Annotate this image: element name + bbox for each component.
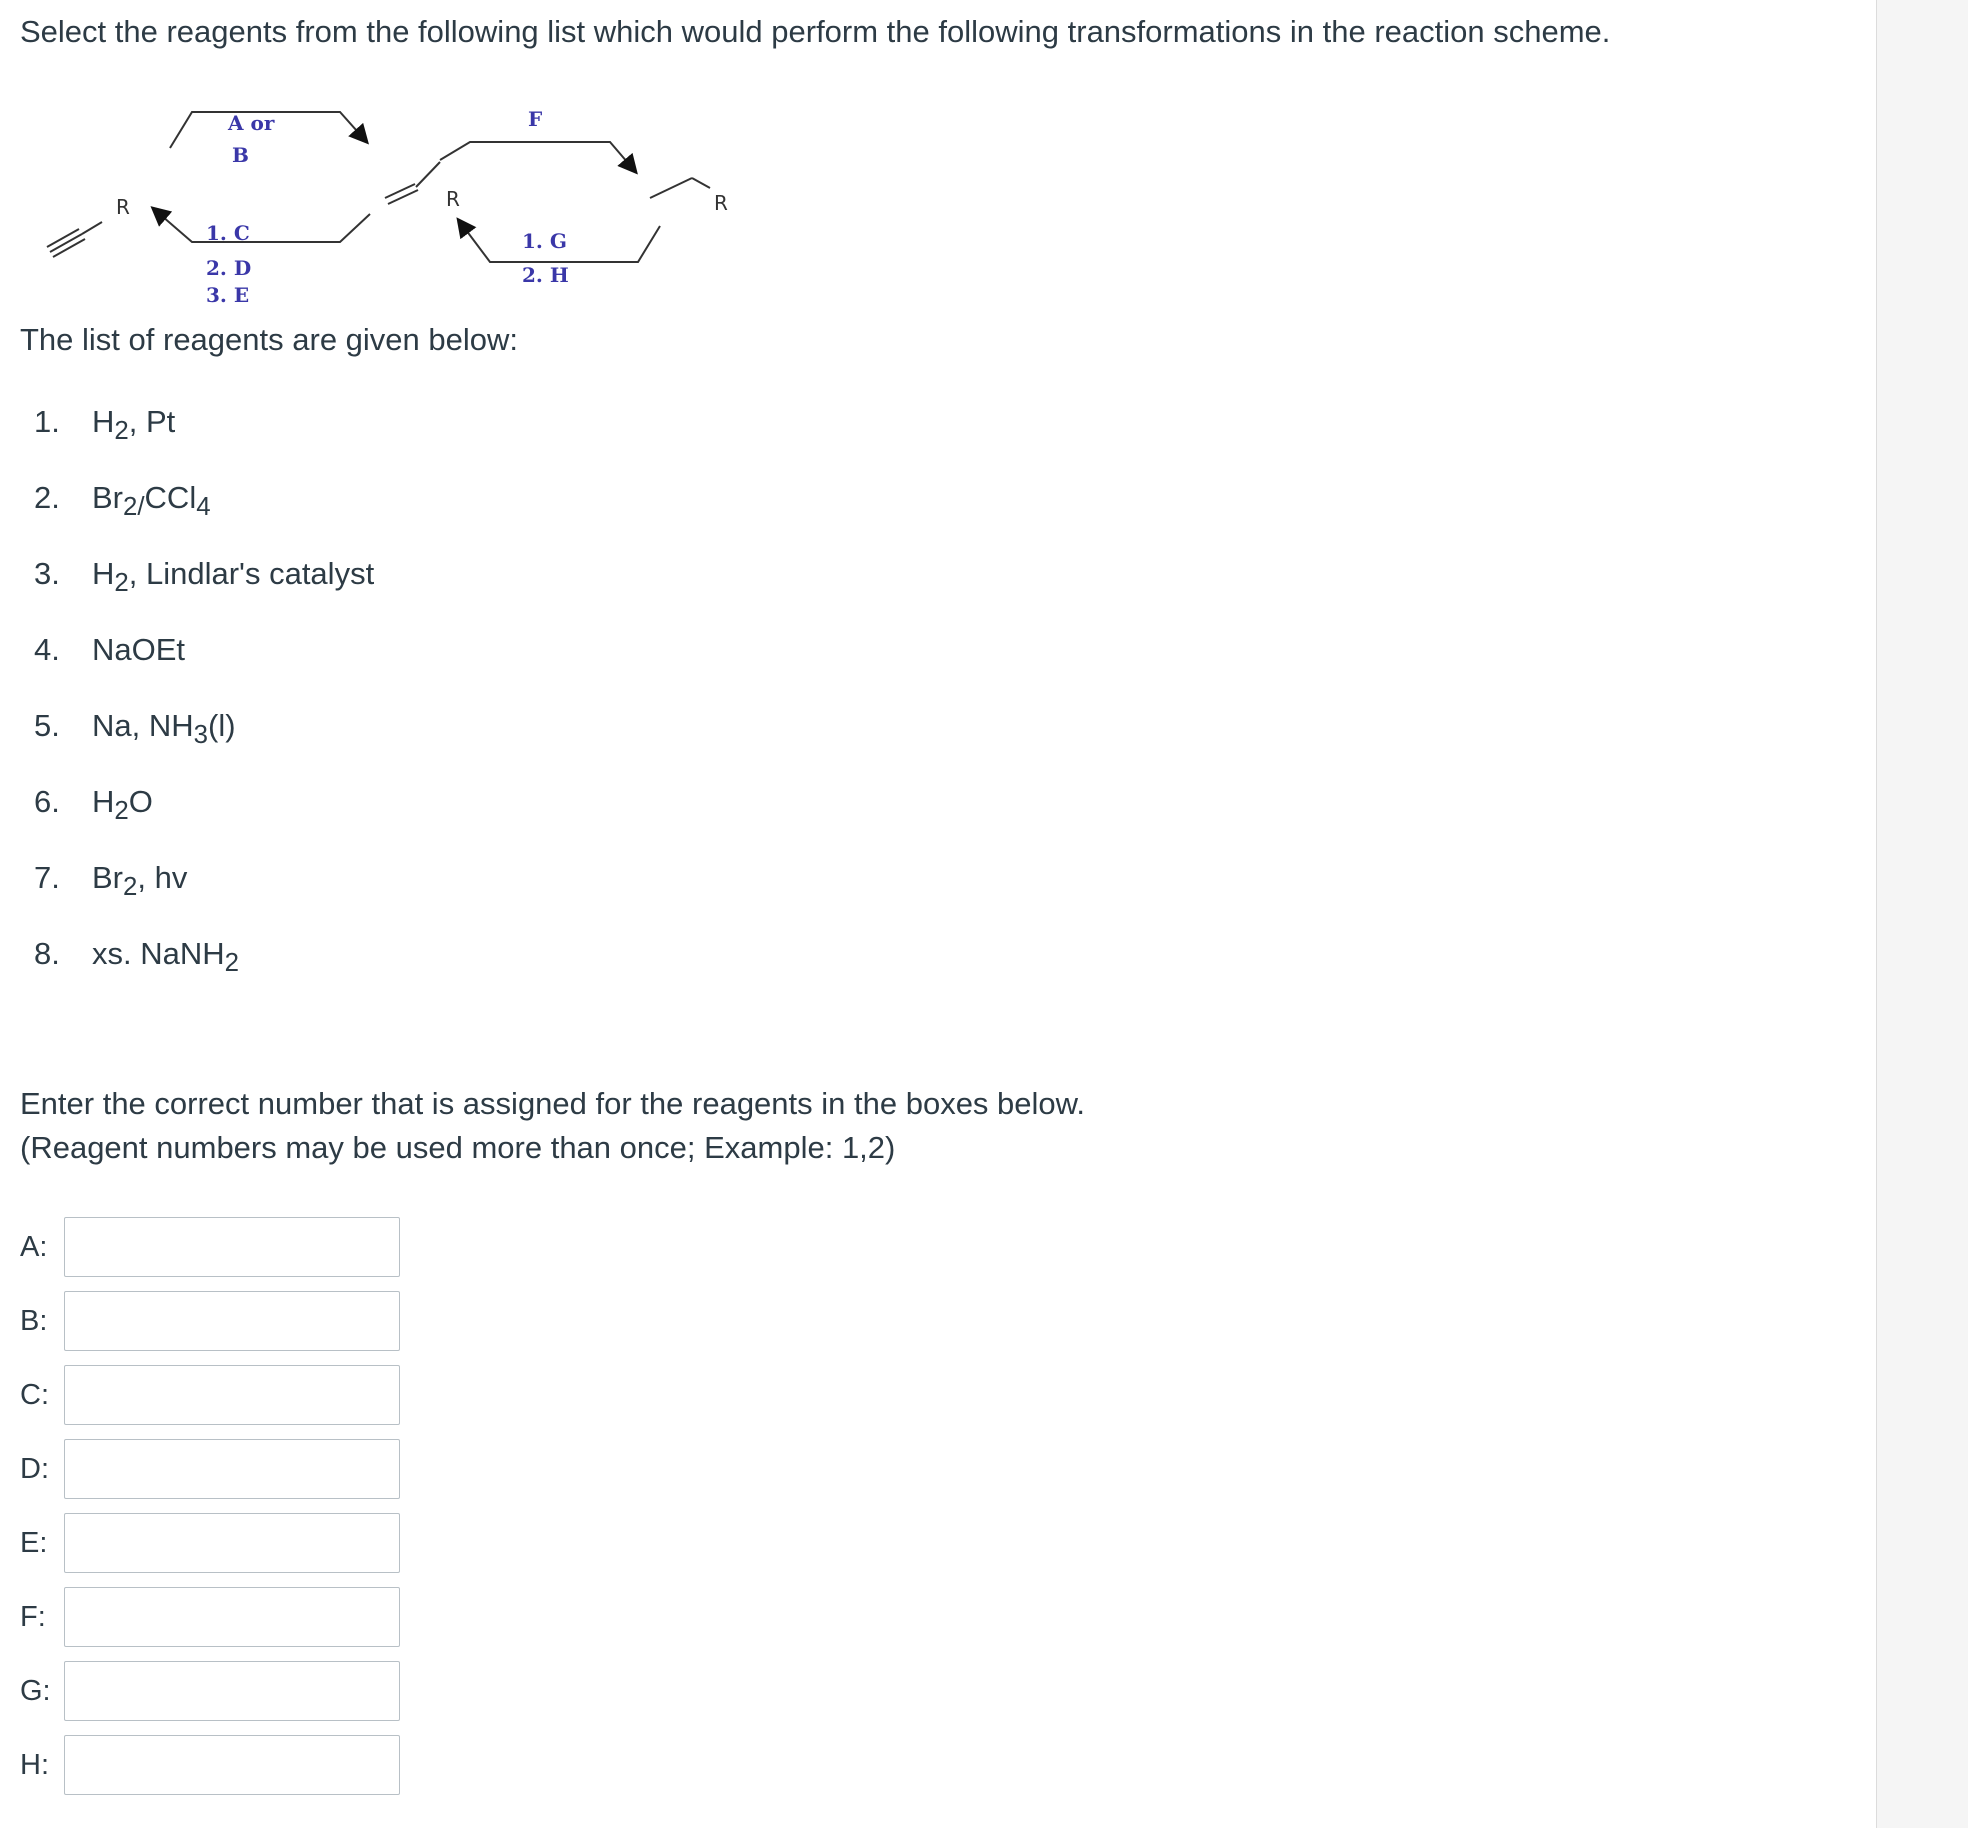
reagent-name: xs. NaNH$_2$ [92, 936, 240, 978]
alkane-structure [650, 178, 710, 198]
label-c: 1. C [206, 221, 250, 245]
answer-label-g: G: [20, 1674, 51, 1707]
reagent-list-intro: The list of reagents are given below: [20, 322, 518, 357]
reagent-item [34, 554, 374, 630]
label-b: B [232, 143, 249, 167]
alkene-r-label: R [446, 187, 460, 211]
label-h: 2. H [522, 263, 569, 287]
answer-label-h: H: [20, 1748, 49, 1781]
answer-row-c [20, 1362, 400, 1428]
alkane-r-label: R [714, 191, 728, 215]
alkyne-r-label: R [116, 195, 130, 219]
instructions-line-1: Enter the correct number that is assigned for the reagents in the boxes below. [20, 1086, 1085, 1121]
arrow-f [440, 142, 634, 170]
reagent-item [34, 934, 374, 1010]
label-a-or: A or [228, 111, 275, 135]
answer-input-g[interactable] [64, 1661, 400, 1721]
cis-alkene-structure [385, 162, 440, 204]
answer-label-a: A: [20, 1230, 48, 1263]
answer-label-d: D: [20, 1452, 49, 1485]
reagent-name: $H_2O$ [92, 784, 153, 826]
instructions-line-2: (Reagent numbers may be used more than once; Example: 1,2) [20, 1130, 896, 1165]
answer-row-b [20, 1288, 400, 1354]
answer-input-c[interactable] [64, 1365, 400, 1425]
reagent-name: NaOEt [92, 632, 186, 667]
reagent-number: 3. [34, 556, 60, 591]
reagent-item [34, 706, 374, 782]
reaction-scheme [20, 92, 780, 332]
arrow-c-d-e [155, 210, 370, 242]
reagent-list [34, 402, 374, 1010]
reagent-number: 6. [34, 784, 60, 819]
answer-row-g [20, 1658, 400, 1724]
answer-label-e: E: [20, 1526, 48, 1559]
answer-input-h[interactable] [64, 1735, 400, 1795]
label-e: 3. E [206, 283, 250, 307]
answer-input-f[interactable] [64, 1587, 400, 1647]
answer-label-b: B: [20, 1304, 48, 1337]
reagent-number: 7. [34, 860, 60, 895]
reagent-number: 5. [34, 708, 60, 743]
answer-input-a[interactable] [64, 1217, 400, 1277]
reagent-item [34, 478, 374, 554]
answer-instructions [20, 1082, 1085, 1170]
answer-row-e [20, 1510, 400, 1576]
reagent-item [34, 782, 374, 858]
reagent-number: 1. [34, 404, 60, 439]
reagent-name: $Br_{2/}CCl_4$ [92, 480, 211, 522]
answer-row-d [20, 1436, 400, 1502]
answer-row-h [20, 1732, 400, 1798]
reagent-item [34, 630, 374, 706]
alkyne-structure [47, 222, 102, 257]
reagent-name: $Br_2$, hv [92, 860, 188, 902]
label-f: F [528, 107, 543, 131]
reagent-number: 4. [34, 632, 60, 667]
reagent-item [34, 858, 374, 934]
reagent-name: Na, $NH_3(l)$ [92, 708, 236, 750]
right-rail [1876, 0, 1968, 1828]
reagent-name: $H_2$, Pt [92, 404, 176, 446]
answer-label-f: F: [20, 1600, 46, 1633]
answer-row-f [20, 1584, 400, 1650]
label-g: 1. G [522, 229, 567, 253]
answer-input-e[interactable] [64, 1513, 400, 1573]
reagent-item [34, 402, 374, 478]
reagent-number: 2. [34, 480, 60, 515]
answer-input-d[interactable] [64, 1439, 400, 1499]
label-d: 2. D [206, 256, 252, 280]
question-text: Select the reagents from the following list which would perform the following transformations in the reaction scheme. [20, 14, 1611, 49]
answer-row-a [20, 1214, 400, 1280]
reagent-number: 8. [34, 936, 60, 971]
reaction-scheme-diagram [20, 92, 780, 332]
answer-label-c: C: [20, 1378, 49, 1411]
reagent-name: $H_2$, Lindlar's catalyst [92, 556, 375, 598]
answer-input-b[interactable] [64, 1291, 400, 1351]
